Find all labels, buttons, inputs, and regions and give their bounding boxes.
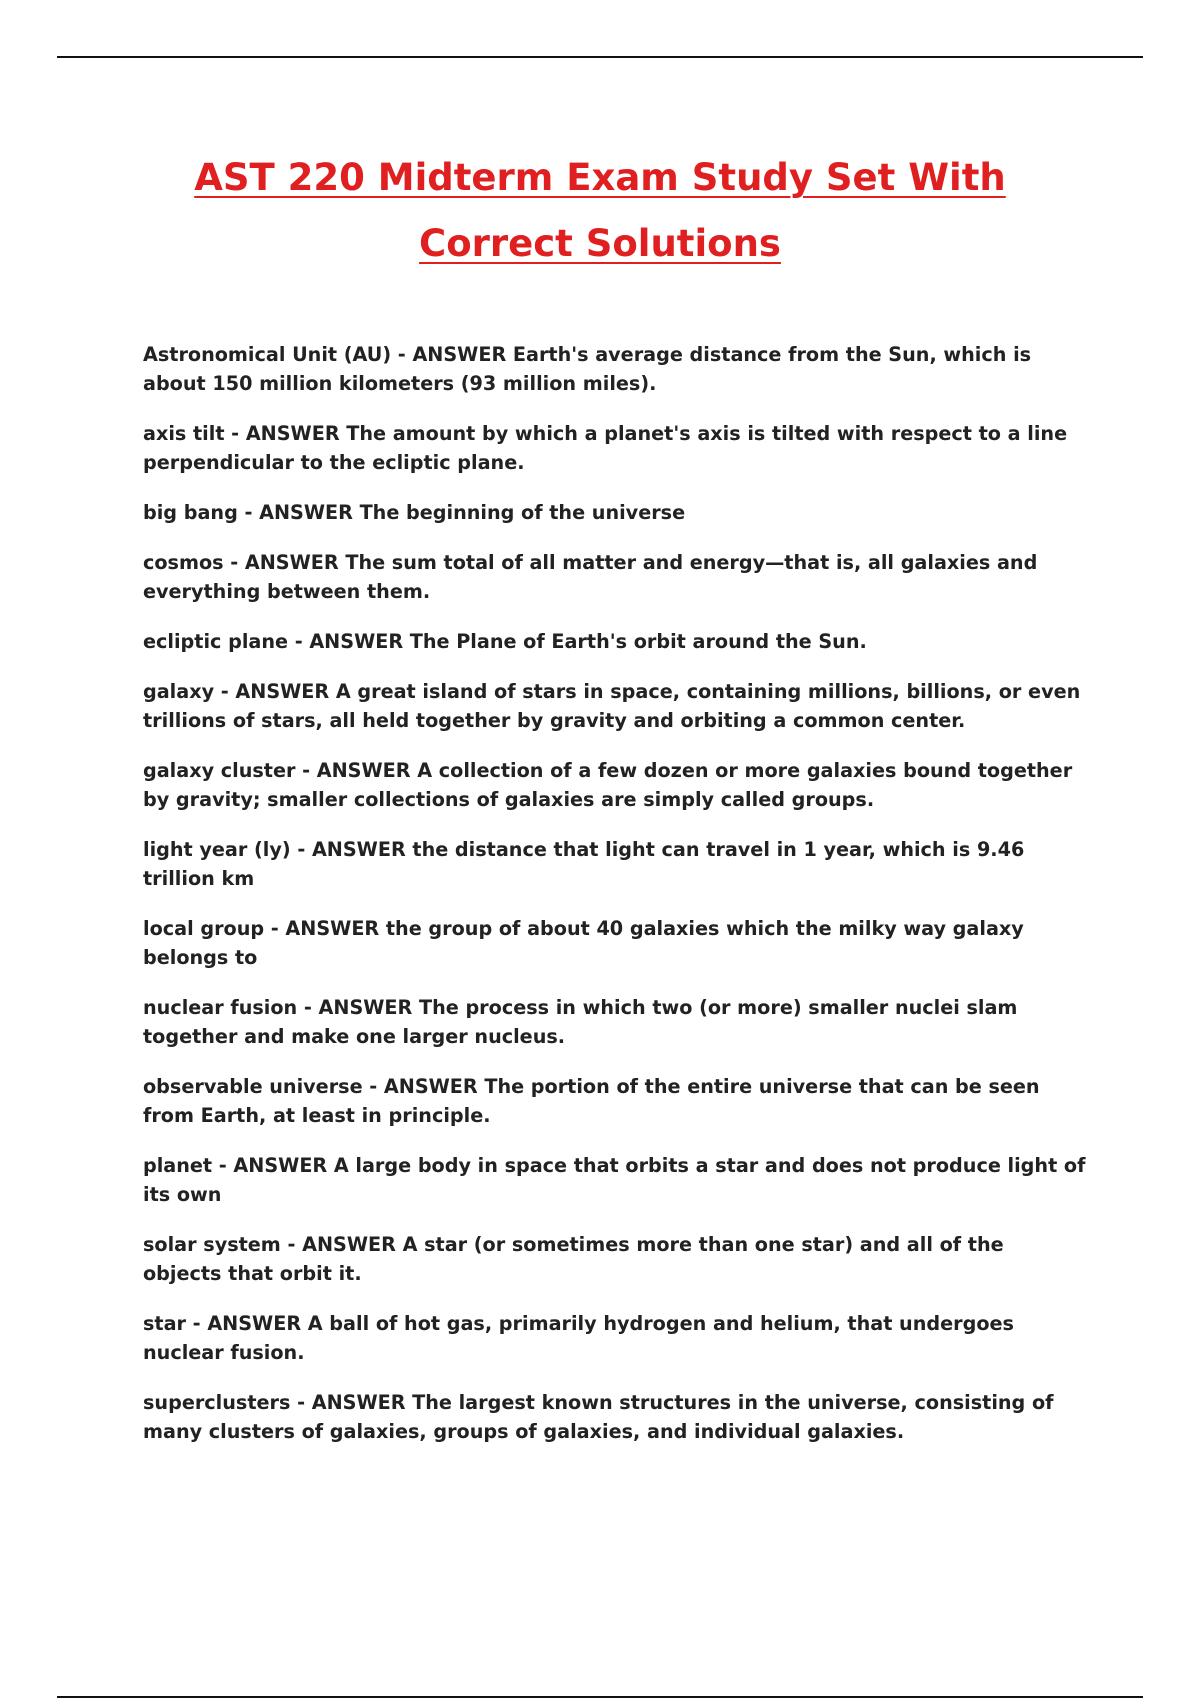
study-entries-list xyxy=(143,340,1088,1467)
title-line-1: AST 220 Midterm Exam Study Set With xyxy=(194,156,1006,199)
entry-superclusters: superclusters - ANSWER The largest known structures in the universe, consisting of many clusters of galaxies, groups of galaxies, and individual galaxies. xyxy=(143,1391,1054,1443)
bottom-rule xyxy=(57,1696,1143,1698)
entry-big-bang: big bang - ANSWER The beginning of the universe xyxy=(143,501,686,524)
document-title xyxy=(0,145,1200,277)
entry-axis-tilt: axis tilt - ANSWER The amount by which a planet's axis is tilted with respect to a line perpendicular to the ecliptic plane. xyxy=(143,422,1068,474)
entry-galaxy-cluster: galaxy cluster - ANSWER A collection of a few dozen or more galaxies bound together by gravity; smaller collections of galaxies are simply called groups. xyxy=(143,759,1073,811)
entry-observable-universe: observable universe - ANSWER The portion of the entire universe that can be seen from Earth, at least in principle. xyxy=(143,1075,1040,1127)
entry-star: star - ANSWER A ball of hot gas, primarily hydrogen and helium, that undergoes nuclear fusion. xyxy=(143,1312,1014,1364)
title-line-2: Correct Solutions xyxy=(419,222,781,265)
entry-astronomical-unit: Astronomical Unit (AU) - ANSWER Earth's average distance from the Sun, which is about 150 million kilometers (93 million miles). xyxy=(143,343,1032,395)
entry-nuclear-fusion: nuclear fusion - ANSWER The process in which two (or more) smaller nuclei slam together and make one larger nucleus. xyxy=(143,996,1018,1048)
entry-cosmos: cosmos - ANSWER The sum total of all matter and energy—that is, all galaxies and everything between them. xyxy=(143,551,1038,603)
entry-ecliptic-plane: ecliptic plane - ANSWER The Plane of Earth's orbit around the Sun. xyxy=(143,630,867,653)
entry-local-group: local group - ANSWER the group of about 40 galaxies which the milky way galaxy belongs to xyxy=(143,917,1024,969)
top-rule xyxy=(57,56,1143,58)
entry-galaxy: galaxy - ANSWER A great island of stars in space, containing millions, billions, or even trillions of stars, all held together by gravity and orbiting a common center. xyxy=(143,680,1081,732)
entry-solar-system: solar system - ANSWER A star (or sometimes more than one star) and all of the objects that orbit it. xyxy=(143,1233,1004,1285)
entry-light-year: light year (ly) - ANSWER the distance that light can travel in 1 year, which is 9.46 trillion km xyxy=(143,838,1025,890)
entry-planet: planet - ANSWER A large body in space that orbits a star and does not produce light of its own xyxy=(143,1154,1086,1206)
